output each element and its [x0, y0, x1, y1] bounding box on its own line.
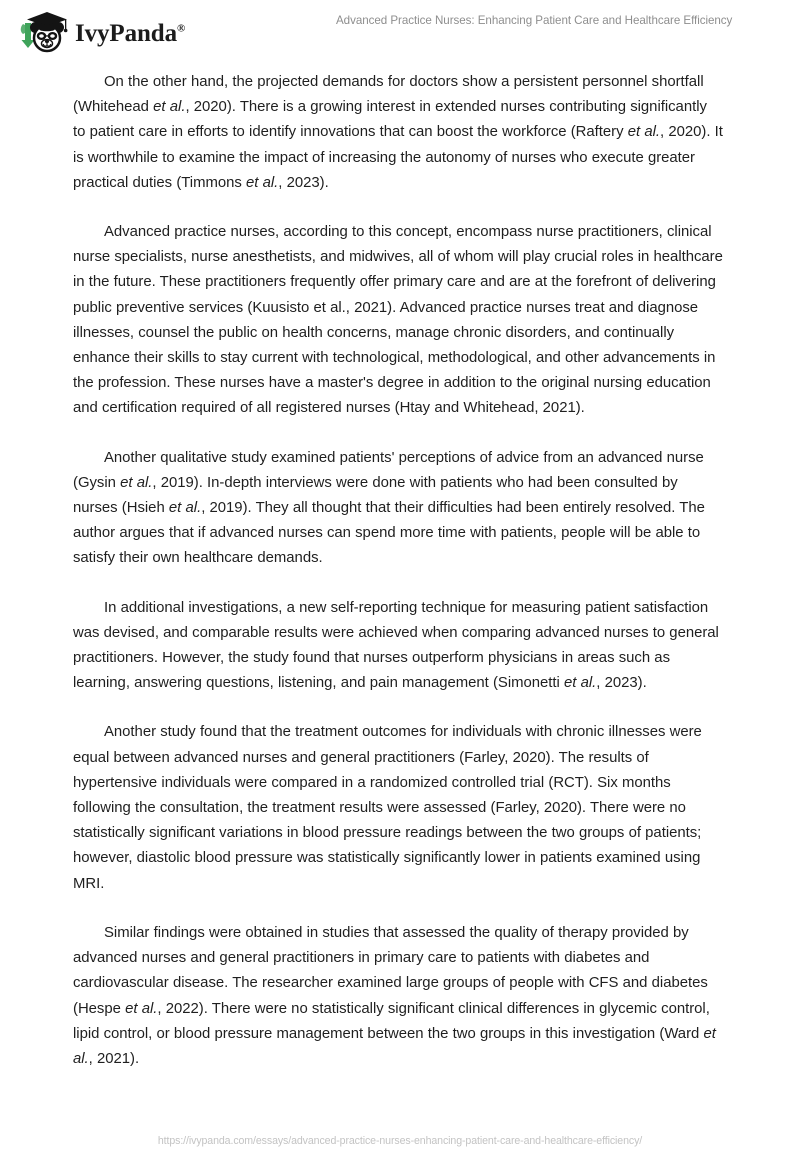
paragraph-3: Another qualitative study examined patients' perceptions of advice from an advanced nurse (Gysin et al., 2019). In-depth interviews were done with patients who had been consulted by nurses (Hsieh et al., 2019). They all thought that their difficulties had been entirely resolved. The author argues that if advanced nurses can spend more time with patients, people will be able to satisfy their own healthcare demands. — [73, 449, 705, 567]
paragraph-4: In additional investigations, a new self-reporting technique for measuring patient satisfaction was devised, and comparable results were achieved when comparing advanced nurses to general practitioners. However, the study found that nurses outperform physicians in areas such as learning, answering questions, listening, and pain management (Simonetti et al., 2023). — [73, 599, 719, 692]
registered-trademark-icon: ® — [177, 22, 186, 35]
paragraph-2: Advanced practice nurses, according to this concept, encompass nurse practitioners, clinical nurse specialists, nurse anesthetists, and midwives, all of whom will play crucial roles in healthcare in the future. These practitioners frequently offer primary care and are at the forefront of delivering public preventive services (Kuusisto et al., 2021). Advanced practice nurses treat and diagnose illnesses, counsel the public on health concerns, manage chronic disorders, and continually enhance their skills to stay current with technological, methodological, and other advancements in the profession. These nurses have a master's degree in addition to the original nursing education and certification required of all registered nurses (Htay and Whitehead, 2021). — [73, 224, 723, 417]
citation-et-al: et al. — [153, 99, 186, 116]
citation-et-al: et al. — [627, 124, 660, 141]
paragraph-5: Another study found that the treatment outcomes for individuals with chronic illnesses were equal between advanced nurses and general practitioners (Farley, 2020). The results of hypertensive individuals were compared in a randomized controlled trial (RCT). Six months following the consultation, the treatment results were assessed (Farley, 2020). There were no statistically significant variations in blood pressure readings between the two groups of patients; however, diastolic blood pressure was statistically significantly lower in patients examined using MRI. — [73, 724, 702, 892]
document-body — [73, 70, 723, 1072]
source-url[interactable]: https://ivypanda.com/essays/advanced-practice-nurses-enhancing-patient-care-and-healthcare-efficiency/ — [157, 1135, 643, 1147]
brand-logo[interactable] — [16, 9, 185, 55]
citation-et-al: et al. — [73, 1025, 716, 1067]
paragraph-1: On the other hand, the projected demands for doctors show a persistent personnel shortfall (Whitehead et al., 2020). There is a growing interest in extended nurses contributing significantly to patient care in efforts to identify innovations that can boost the workforce (Raftery et al., 2020). It is worthwhile to examine the impact of increasing the autonomy of nurses who execute greater practical duties (Timmons et al., 2023). — [73, 74, 723, 191]
citation-et-al: et al. — [125, 1000, 158, 1017]
citation-et-al: et al. — [564, 675, 597, 692]
brand-name: IvyPanda® — [75, 19, 186, 47]
citation-et-al: et al. — [246, 174, 279, 191]
page-footer — [0, 1131, 800, 1149]
citation-et-al: et al. — [120, 474, 153, 491]
paragraph-6: Similar findings were obtained in studies that assessed the quality of therapy provided by advanced nurses and general practitioners in primary care to patients with diabetes and cardiovascular disease. The researcher examined large groups of people with CFS and diabetes (Hespe et al., 2022). There were no statistically significant clinical differences in glycemic control, lipid control, or blood pressure management between the two groups in this investigation (Ward et al., 2021). — [73, 924, 716, 1067]
page-header — [0, 0, 800, 62]
page-title: Advanced Practice Nurses: Enhancing Patient Care and Healthcare Efficiency — [336, 14, 733, 27]
citation-et-al: et al. — [168, 500, 202, 517]
panda-graduate-logo-icon — [16, 9, 72, 55]
